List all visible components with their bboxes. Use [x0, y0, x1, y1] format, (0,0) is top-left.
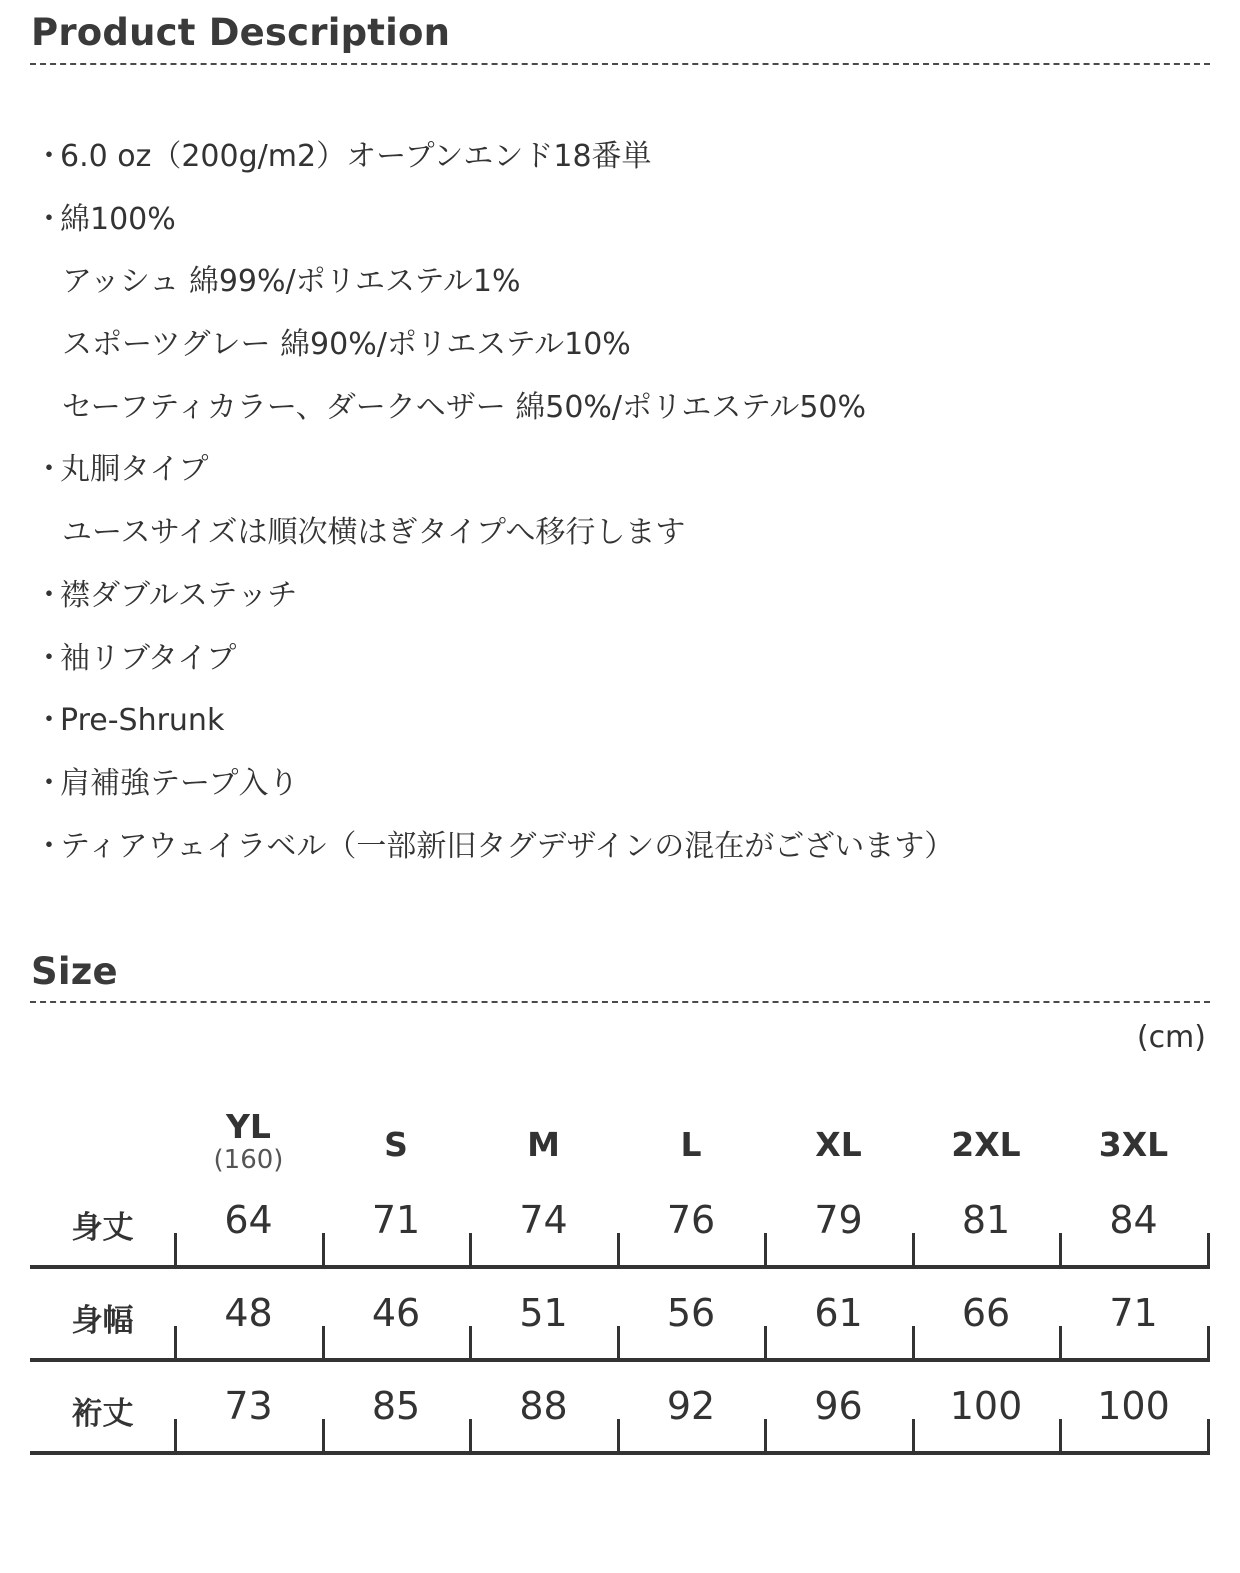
size-cell: 64	[224, 1198, 273, 1242]
description-list	[36, 135, 954, 887]
description-item: ・ 襟ダブルステッチ	[36, 574, 954, 637]
table-tick-mark	[322, 1419, 325, 1453]
size-column-header	[618, 1125, 765, 1164]
size-column-name: M	[527, 1125, 560, 1164]
table-tick-mark	[322, 1233, 325, 1267]
description-sub-item: セーフティカラー、ダークヘザー 綿50%/ポリエステル50%	[62, 389, 867, 425]
description-item: ・ 6.0 oz（200g/m2）オープンエンド18番単	[36, 135, 954, 198]
size-cell: 96	[814, 1384, 863, 1428]
description-item: ・ 肩補強テープ入り	[36, 762, 954, 825]
description-sub-item: ユースサイズは順次横はぎタイプへ移行します	[62, 515, 686, 551]
size-cell: 100	[1097, 1384, 1170, 1428]
description-item: ・ 丸胴タイプ	[36, 448, 954, 511]
size-column-header	[913, 1125, 1060, 1164]
description-item: ・ 綿100%	[36, 198, 954, 261]
size-cell: 71	[371, 1198, 421, 1242]
size-row-label: 裄丈	[71, 1396, 134, 1432]
size-column-name: XL	[815, 1125, 862, 1164]
unit-label: (cm)	[1136, 1020, 1206, 1055]
table-tick-mark	[764, 1419, 767, 1453]
row-bottom-rule	[30, 1265, 1210, 1269]
size-column-subtitle: (160)	[213, 1145, 284, 1175]
table-tick-mark	[469, 1326, 472, 1360]
size-column-name: L	[680, 1125, 702, 1164]
table-tick-mark	[1207, 1326, 1210, 1360]
size-column-header	[765, 1125, 912, 1164]
table-tick-mark	[912, 1419, 915, 1453]
size-column-header	[1060, 1125, 1207, 1164]
table-tick-mark	[764, 1326, 767, 1360]
size-cell: 46	[371, 1291, 421, 1335]
size-cell: 48	[224, 1291, 273, 1335]
table-tick-mark	[1059, 1419, 1062, 1453]
table-tick-mark	[912, 1233, 915, 1267]
table-tick-mark	[617, 1419, 620, 1453]
size-cell: 61	[814, 1291, 863, 1335]
size-table	[30, 1100, 1210, 1469]
description-item: ・ 袖リブタイプ	[36, 637, 954, 700]
size-divider	[30, 1001, 1210, 1003]
size-cell: 74	[519, 1198, 568, 1242]
size-column-header	[470, 1125, 617, 1164]
size-header-row	[30, 1100, 1210, 1190]
size-column-name: YL	[226, 1107, 271, 1146]
size-cell: 84	[1109, 1198, 1158, 1242]
size-cell: 88	[519, 1384, 568, 1428]
table-tick-mark	[469, 1419, 472, 1453]
table-tick-mark	[617, 1326, 620, 1360]
table-tick-mark	[1207, 1233, 1210, 1267]
table-tick-mark	[174, 1326, 177, 1360]
product-description-title: Product Description	[31, 11, 451, 54]
size-row-label: 身丈	[71, 1210, 134, 1246]
size-title: Size	[31, 950, 118, 993]
description-divider	[30, 63, 1210, 65]
size-column-header	[323, 1125, 470, 1164]
table-tick-mark	[912, 1326, 915, 1360]
size-cell: 56	[666, 1291, 716, 1335]
size-column-name: 3XL	[1098, 1125, 1169, 1164]
size-cell: 51	[519, 1291, 568, 1335]
description-sub-item: アッシュ 綿99%/ポリエステル1%	[62, 264, 521, 300]
table-tick-mark	[1059, 1326, 1062, 1360]
size-row-label: 身幅	[71, 1303, 134, 1339]
size-cell: 71	[1109, 1291, 1158, 1335]
size-cell: 73	[224, 1384, 273, 1428]
size-cell: 79	[814, 1198, 863, 1242]
size-column-name: 2XL	[951, 1125, 1021, 1164]
size-cell: 92	[666, 1384, 716, 1428]
table-tick-mark	[1059, 1233, 1062, 1267]
size-cell: 85	[371, 1384, 421, 1428]
table-tick-mark	[617, 1233, 620, 1267]
size-cell: 76	[666, 1198, 716, 1242]
description-sub-item: スポーツグレー 綿90%/ポリエステル10%	[62, 327, 631, 363]
size-row	[30, 1376, 1210, 1469]
size-cell: 81	[961, 1198, 1011, 1242]
size-column-header	[175, 1107, 322, 1175]
row-bottom-rule	[30, 1451, 1210, 1455]
table-tick-mark	[174, 1233, 177, 1267]
description-item: ・ Pre-Shrunk	[36, 699, 954, 762]
size-row	[30, 1283, 1210, 1376]
table-tick-mark	[322, 1326, 325, 1360]
table-tick-mark	[1207, 1419, 1210, 1453]
table-tick-mark	[174, 1419, 177, 1453]
row-bottom-rule	[30, 1358, 1210, 1362]
size-cell: 100	[949, 1384, 1023, 1428]
table-tick-mark	[764, 1233, 767, 1267]
table-tick-mark	[469, 1233, 472, 1267]
description-item: ・ ティアウェイラベル（一部新旧タグデザインの混在がございます）	[36, 825, 954, 888]
size-column-name: S	[384, 1125, 408, 1164]
size-row	[30, 1190, 1210, 1283]
size-cell: 66	[961, 1291, 1011, 1335]
